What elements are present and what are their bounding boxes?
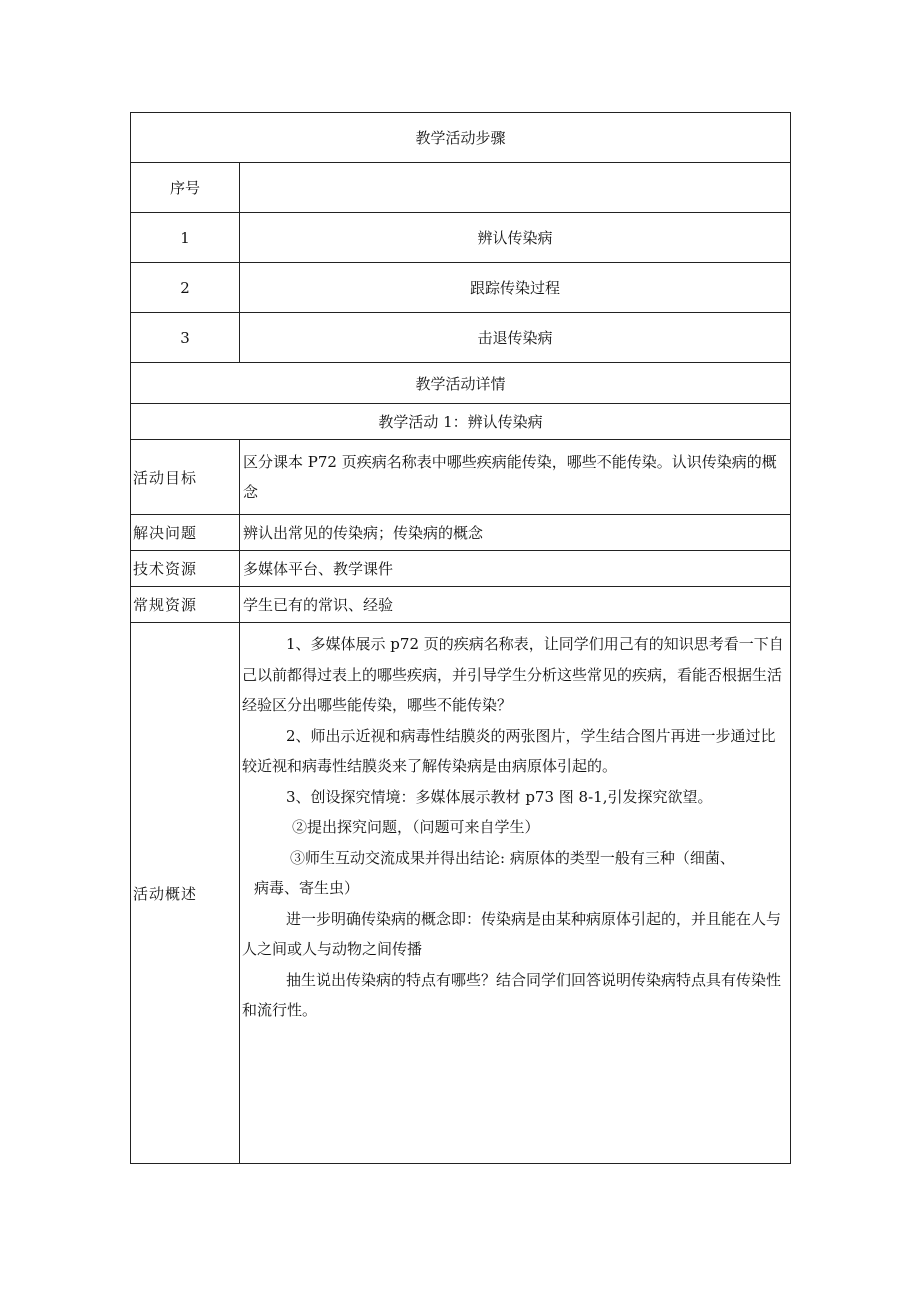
step-name-header xyxy=(240,163,791,213)
tech-row xyxy=(131,551,791,587)
overview-paragraph: ②提出探究问题，（问题可来自学生） xyxy=(292,818,540,836)
overview-paragraph: 病毒、寄生虫） xyxy=(254,879,360,897)
tech-text: 多媒体平台、教学课件 xyxy=(240,551,791,587)
overview-paragraph: 3、创设探究情境：多媒体展示教材 p73 图 8-1,引发探究欲望。 xyxy=(286,787,713,806)
steps-title-row xyxy=(131,113,791,163)
tech-label: 技术资源 xyxy=(131,551,240,587)
goal-label: 活动目标 xyxy=(131,440,240,515)
problem-text: 辨认出常见的传染病；传染病的概念 xyxy=(240,515,791,551)
overview-paragraph: ③师生互动交流成果并得出结论: 病原体的类型一般有三种（细菌、 xyxy=(290,848,735,867)
step-number: 3 xyxy=(131,313,240,363)
regular-row xyxy=(131,587,791,623)
overview-paragraph: 抽生说出传染病的特点有哪些？结合同学们回答说明传染病特点具有传染性和流行性。 xyxy=(242,970,782,1019)
details-title: 教学活动详情 xyxy=(131,363,791,404)
overview-label: 活动概述 xyxy=(131,623,240,1164)
overview-paragraph: 进一步明确传染病的概念即：传染病是由某种病原体引起的，并且能在人与人之间或人与动物之间传播 xyxy=(242,909,782,958)
step-row xyxy=(131,263,791,313)
problem-row xyxy=(131,515,791,551)
goal-text: 区分课本 P72 页疾病名称表中哪些疾病能传染，哪些不能传染。认识传染病的概念 xyxy=(240,440,791,515)
steps-title: 教学活动步骤 xyxy=(131,113,791,163)
step-number: 2 xyxy=(131,263,240,313)
lesson-plan-table xyxy=(130,112,791,1164)
overview-paragraph: 2、师出示近视和病毒性结膜炎的两张图片，学生结合图片再进一步通过比较近视和病毒性结膜炎来了解传染病是由病原体引起的。 xyxy=(242,726,776,775)
step-number: 1 xyxy=(131,213,240,263)
regular-text: 学生已有的常识、经验 xyxy=(240,587,791,623)
number-header: 序号 xyxy=(131,163,240,213)
step-name: 辨认传染病 xyxy=(240,213,791,263)
problem-label: 解决问题 xyxy=(131,515,240,551)
overview-paragraph: 1、多媒体展示 p72 页的疾病名称表，让同学们用己有的知识思考看一下自己以前都得过表上的哪些疾病，并引导学生分析这些常见的疾病，看能否根据生活经验区分出哪些能传染，哪些不能传染？ xyxy=(242,635,784,714)
activity-title-row xyxy=(131,404,791,440)
goal-row xyxy=(131,440,791,515)
overview-content xyxy=(240,623,791,1164)
overview-row xyxy=(131,623,791,1164)
step-name: 跟踪传染过程 xyxy=(240,263,791,313)
step-name: 击退传染病 xyxy=(240,313,791,363)
activity-title: 教学活动 1：辨认传染病 xyxy=(131,404,791,440)
steps-header-row xyxy=(131,163,791,213)
regular-label: 常规资源 xyxy=(131,587,240,623)
details-title-row xyxy=(131,363,791,404)
step-row xyxy=(131,213,791,263)
step-row xyxy=(131,313,791,363)
